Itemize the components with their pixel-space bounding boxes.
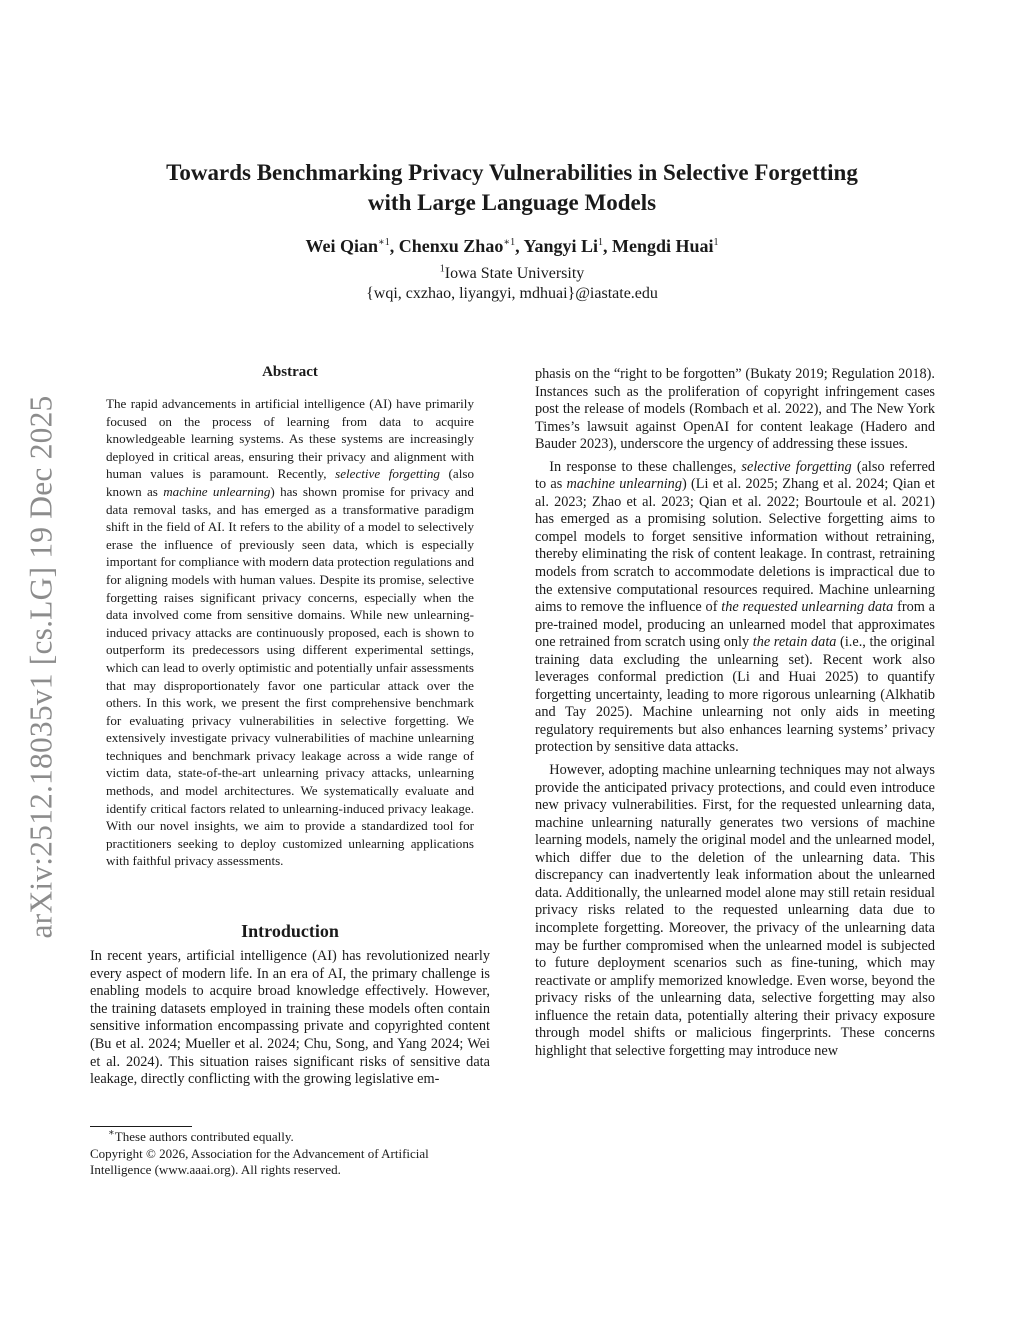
- paper-title-line-2: with Large Language Models: [367, 190, 657, 215]
- paragraph-text: from a pre-trained model, producing an unlearned model that approximates one retrained from scratch using only: [535, 599, 935, 651]
- affiliation-mark: 1: [439, 263, 445, 275]
- abstract-text: (also known as: [106, 466, 474, 499]
- paragraph-text: (i.e., the original training data excluding the unlearning set). Recent work also leverages conformal prediction (Li and Huai 2025) to quantify forgetting uncertainty, leading to more rigorous unlearning (Alkhatib and Tay 2025). Machine unlearning not only aids in meeting regulatory requirements but also enhances learning systems’ privacy protection by sensitive data attacks.: [535, 634, 935, 756]
- author-mark: ∗1: [503, 237, 516, 248]
- arxiv-identifier-text: arXiv:2512.18035v1 [cs.LG] 19 Dec 2025: [23, 395, 58, 939]
- author-mark: 1: [713, 237, 719, 248]
- paper-title-line-1: Towards Benchmarking Privacy Vulnerabilities in Selective Forgetting: [166, 160, 858, 185]
- paragraph-emphasis: the retain data: [752, 634, 837, 651]
- introduction-paragraph: In recent years, artificial intelligence (AI) has revolutionized nearly every aspect of modern life. In an era of AI, the primary challenge is enabling models to acquire broad knowledge effectively. However, the training datasets employed in training these models often contain sensitive information encompassing private and copyrighted content (Bu et al. 2024; Mueller et al. 2024; Chu, Song, and Yang 2024; Wei et al. 2024). This situation raises significant risks of sensitive data leakage, directly conflicting with the growing legislative em-: [90, 948, 490, 1088]
- author-emails: {wqi, cxzhao, liyangyi, mdhuai}@iastate.edu: [366, 285, 658, 302]
- footnote-mark: ∗: [108, 1127, 115, 1139]
- abstract-emphasis: selective forgetting: [335, 466, 440, 482]
- introduction-body: [90, 948, 490, 1089]
- abstract-emphasis: machine unlearning: [163, 483, 271, 499]
- footnote-divider: [90, 1126, 192, 1127]
- author-mark: ∗1: [377, 237, 390, 248]
- paragraph-emphasis: selective forgetting: [741, 458, 852, 475]
- footnote-note: These authors contributed equally.: [114, 1129, 294, 1144]
- affiliation-name: Iowa State University: [444, 265, 585, 282]
- right-column: [535, 366, 935, 1060]
- author-name: Yangyi Li: [523, 236, 598, 256]
- paragraph-text: In response to these challenges,: [549, 458, 742, 475]
- arxiv-identifier-stamp: [19, 372, 63, 962]
- abstract-text: The rapid advancements in artificial intelligence (AI) have primarily focused on the process of learning from data to acquire knowledgeable learning systems. As these systems are increasingly deployed in critical areas, ensuring their privacy and alignment with human values is paramount. Recently,: [106, 396, 474, 482]
- copyright-notice: Copyright © 2026, Association for the Advancement of Artificial Intelligence (www.aaai.org). All rights reserved.: [90, 1145, 429, 1177]
- right-column-paragraph: [535, 459, 935, 757]
- paragraph-emphasis: machine unlearning: [566, 476, 682, 493]
- author-name: Mengdi Huai: [612, 236, 714, 256]
- abstract-text: ) has shown promise for privacy and data removal tasks, and has emerged as a transformative paradigm shift in the field of AI. It refers to the ability of a model to selectively erase the influence of previously seen data, which is especially important for compliance with modern data protection regulations and for aligning models with human values. Despite its promise, selective forgetting raises significant privacy concerns, especially when the data involved come from sensitive domains. While new unlearning-induced privacy attacks are continuously proposed, each is shown to outperform its predecessors using different experimental settings, which can lead to overly optimistic and potentially unfair assessments that may disproportionately favor one particular attack over the others. In this work, we present the first comprehensive benchmark for evaluating privacy vulnerabilities in selective forgetting. We extensively investigate privacy vulnerabilities of machine unlearning techniques and benchmark privacy leakage across a wide range of victim data, state-of-the-art unlearning privacy attacks, unlearning methods, and model architectures. We systematically evaluate and identify critical factors related to unlearning-induced privacy leakage. With our novel insights, we aim to provide a standardized tool for practitioners seeking to deploy customized unlearning applications with faithful privacy assessments.: [106, 483, 474, 869]
- right-column-paragraph: However, adopting machine unlearning techniques may not always provide the anticipated privacy protections, and could even introduce new privacy vulnerabilities. First, for the requested unlearning data, machine unlearning naturally generates two versions of machine learning models, namely the original model and the unlearned model, which differ due to the deletion of the unlearning data. This discrepancy can inadvertently leak information about the unlearned data. Additionally, the unlearned model alone may still retain residual privacy risks related to the requested unlearning data due to incomplete forgetting. Moreover, the privacy of the unlearning data may be further compromised when the unlearned model is subjected to future deployment scenarios such as fine-tuning, which may reactivate or amplify memorized knowledge. Even worse, beyond the privacy risks of the unlearning data, selective forgetting may also influence the retain data, potentially altering their privacy exposure through model shifts or malicious fingerprints. These concerns highlight that selective forgetting may introduce new: [535, 762, 935, 1059]
- author-name: Wei Qian: [305, 236, 378, 256]
- right-column-paragraph: phasis on the “right to be forgotten” (Bukaty 2019; Regulation 2018). Instances such as the proliferation of copyright infringement cases post the release of models (Rombach et al. 2022), and The New York Times’s lawsuit against OpenAI for content leakage (Hadero and Bauder 2023), underscore the urgency of addressing these issues.: [535, 366, 935, 453]
- paper-title: [130, 158, 894, 218]
- paragraph-text: (also referred to as: [535, 458, 935, 493]
- abstract-heading: Abstract: [262, 364, 318, 380]
- author-mark: 1: [598, 237, 603, 248]
- paragraph-emphasis: the requested unlearning data: [721, 599, 894, 616]
- abstract-body: [106, 395, 474, 870]
- paragraph-text: ) (Li et al. 2025; Zhang et al. 2024; Qian et al. 2023; Zhao et al. 2023; Qian et al. 2022; Bourtoule et al. 2021) has emerged as a promising solution. Selective forgetting aims to compel models to forget sensitive information without retraining, thereby eliminating the risk of content leakage. In contrast, retraining models from scratch to accommodate deletions is impractical due to the extensive computational resources required. Machine unlearning aims to remove the influence of: [535, 476, 935, 616]
- author-list: Wei Qian$^{∗1}$, Chenxu Zhao$^{∗1}$, Yangyi Li$^1$, Mengdi Huai$^1$: [305, 236, 719, 256]
- footnote-block: [90, 1129, 490, 1179]
- affiliation-block: [130, 264, 894, 304]
- introduction-heading: Introduction: [241, 921, 339, 941]
- author-name: Chenxu Zhao: [398, 236, 504, 256]
